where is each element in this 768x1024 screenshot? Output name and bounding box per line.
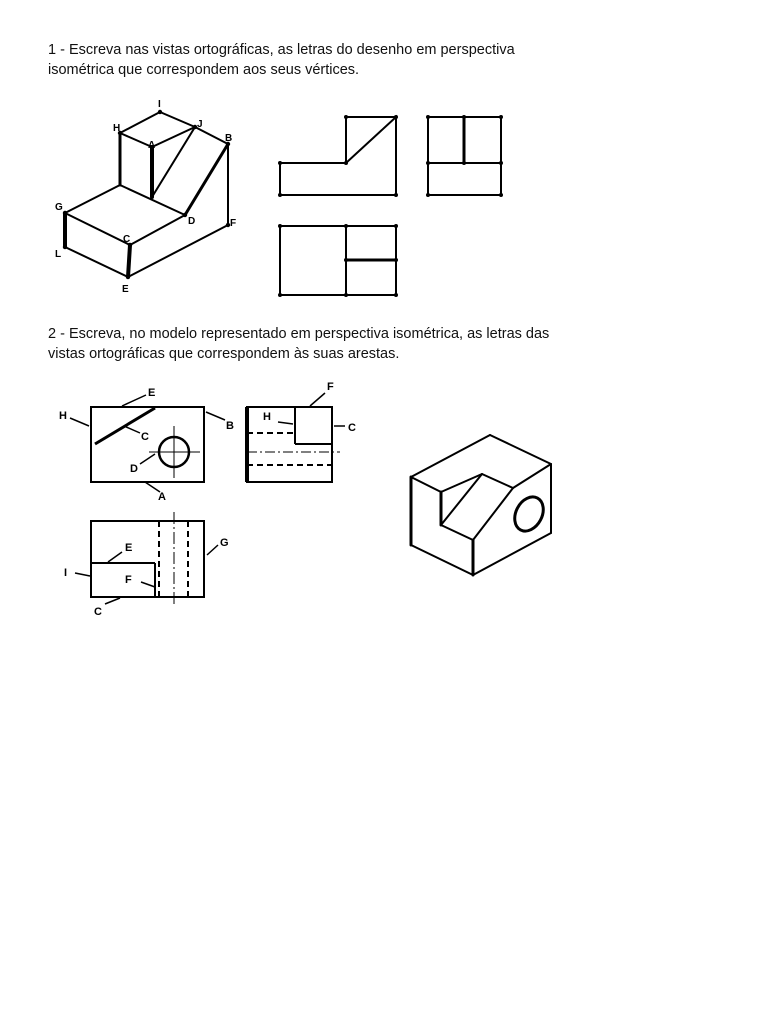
exercise-1-instruction: 1 - Escreva nas vistas ortográficas, as letras do desenho em perspectiva isométrica que correspondem aos seus vértices. — [48, 42, 515, 78]
edge-label-b: B — [226, 420, 234, 432]
edge-label-h: H — [59, 410, 67, 422]
side-view-1 — [426, 115, 503, 197]
vertex-label-j: J — [197, 119, 203, 130]
front-view-1 — [278, 115, 398, 197]
vertex-label-l: L — [55, 249, 62, 260]
isometric-drawing-1 — [63, 110, 233, 279]
vertex-label-c: C — [123, 234, 131, 245]
vertex-label-h: H — [113, 123, 121, 134]
vertex-label-i: I — [158, 99, 161, 110]
edge-label-h-side: H — [263, 411, 271, 423]
vertex-label-d: D — [188, 216, 196, 227]
edge-label-i: I — [64, 567, 68, 579]
edge-label-e: E — [148, 387, 156, 399]
edge-label-c-top: C — [94, 606, 102, 618]
vertex-label-a: A — [148, 140, 156, 151]
top-view-1 — [278, 224, 398, 297]
vertex-label-f: F — [230, 218, 237, 229]
leaders-top-view-2 — [75, 545, 218, 604]
exercise-2-instruction: 2 - Escreva, no modelo representado em perspectiva isométrica, as letras das vistas ortográficas que correspondem às suas arestas. — [48, 326, 550, 362]
leader-labels-front-view-2 — [59, 387, 234, 503]
leaders-side-view-2 — [278, 393, 345, 426]
edge-label-c: C — [141, 431, 149, 443]
vertex-label-b: B — [225, 133, 233, 144]
edge-label-f: F — [327, 381, 334, 393]
vertex-label-e: E — [122, 284, 129, 295]
edge-label-a: A — [158, 491, 166, 503]
edge-label-e-top: E — [125, 542, 133, 554]
top-view-2 — [91, 512, 204, 604]
edge-label-g: G — [220, 537, 229, 549]
vertex-label-g: G — [55, 202, 63, 213]
front-view-2 — [91, 407, 204, 482]
leaders-front-view-2 — [70, 395, 225, 492]
side-view-2 — [247, 407, 340, 482]
edge-label-d: D — [130, 463, 138, 475]
edge-label-f-top: F — [125, 574, 132, 586]
isometric-model-2 — [411, 435, 551, 575]
edge-label-c-side: C — [348, 422, 356, 434]
